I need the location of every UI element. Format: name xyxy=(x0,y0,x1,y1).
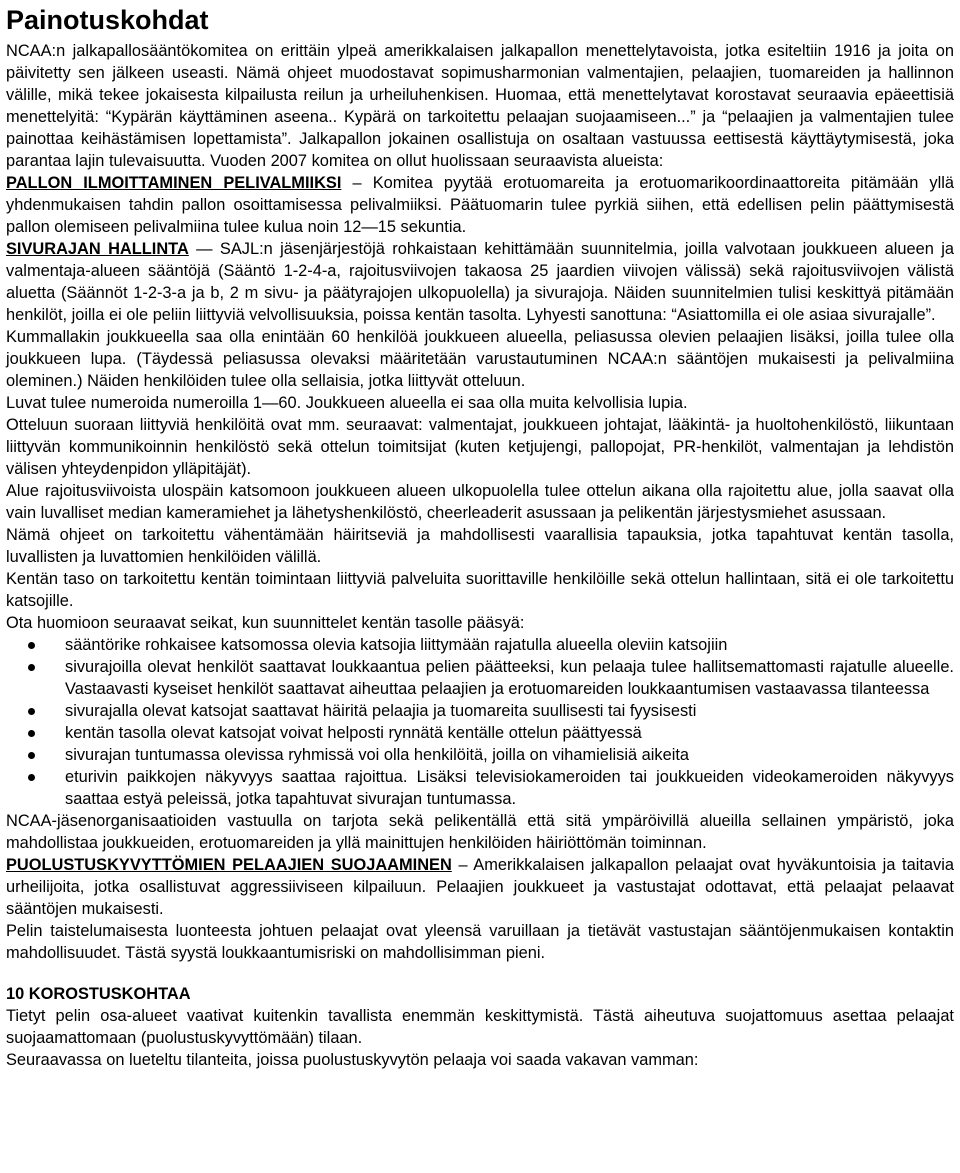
paragraph-restricted-area: Alue rajoitusviivoista ulospäin katsomoon joukkueen alueen ulkopuolella tulee ottelun aikana olla rajoitettu alue, jolla saavat olla vain luvalliset median kameramiehet ja lähetyshenkilöstö, cheerleaderit asussaan ja pelikentän järjestysmiehet asussaan. xyxy=(6,482,954,522)
paragraph-field-level: Kentän taso on tarkoitettu kentän toimintaan liittyviä palveluita suorittaville henkilöille sekä ottelun hallintaan, sitä ei ole tarkoitettu katsojille. xyxy=(6,570,954,610)
list-item xyxy=(6,722,954,744)
sideline-heading: SIVURAJAN HALLINTA xyxy=(6,240,189,258)
list-item-text: sivurajalla olevat katsojat saattavat häiritä pelaajia ja tuomareita suullisesti tai fyysisesti xyxy=(65,702,697,720)
defenseless-heading: PUOLUSTUSKYVYTTÖMIEN PELAAJIEN SUOJAAMINEN xyxy=(6,856,452,874)
paragraph-consider: Ota huomioon seuraavat seikat, kun suunnittelet kentän tasolle pääsyä: xyxy=(6,614,525,632)
list-item-text: sääntörike rohkaisee katsomossa olevia katsojia liittymään rajatulla alueella oleviin katsojiin xyxy=(65,636,728,654)
list-item-text: sivurajan tuntumassa olevissa ryhmissä voi olla henkilöitä, joilla on vihamielisiä aikeita xyxy=(65,746,690,764)
bullet-icon xyxy=(28,730,35,737)
paragraph-purpose: Nämä ohjeet on tarkoitettu vähentämään häiritseviä ja mahdollisesti vaarallisia tapauksia, jotka tapahtuvat kentän tasolla, luvallisten ja luvattomien henkilöiden välillä. xyxy=(6,526,954,566)
list-item-text: sivurajoilla olevat henkilöt saattavat loukkaantua pelien päätteeksi, kun pelaaja tulee hallitsemattomasti rajatulle alueelle. Vastaavasti kyseiset henkilöt saattavat aiheuttaa pelaajien ja erotuomareiden loukkaantumisen vastaavassa tilanteessa xyxy=(65,658,954,698)
ball-ready-text: Komitea pyytää erotuomareita ja erotuomarikoordinaattoreita pitämään yllä yhdenmukaisen tahdin pallon osoittamisessa pelivalmiiksi. Päätuomarin tulee pyrkiä siihen, että edellisen pelin päättymisestä pallon olemiseen pelivalmiina tulee kulua noin 12—15 sekuntia. xyxy=(6,174,954,236)
paragraph-team-area: Kummallakin joukkueella saa olla enintään 60 henkilöä joukkueen alueella, peliasussa olevien pelaajien lisäksi, joilla tulee olla joukkueen lupa. (Täydessä peliasussa olevaksi määritetään varustautuminen NCAA:n sääntöjen mukaisesti ja pelivalmiina oleminen.) Näiden henkilöiden tulee olla sellaisia, jotka liittyvät otteluun. xyxy=(6,328,954,390)
paragraph-related-persons: Otteluun suoraan liittyviä henkilöitä ovat mm. seuraavat: valmentajat, joukkueen johtajat, lääkintä- ja huoltohenkilöstö, liikuntaan liittyvän kommunikoinnin henkilöstö sekä ottelun toimitsijat (kuten ketjujengi, pallopojat, PR-henkilöt, valmentajan ja lehdistön välisen yhteydenpidon ylläpitäjät). xyxy=(6,416,954,478)
ball-ready-dash: – xyxy=(341,174,373,192)
bullet-icon xyxy=(28,708,35,715)
bullet-icon xyxy=(28,664,35,671)
list-item xyxy=(6,744,954,766)
list-item xyxy=(6,634,954,656)
list-item-text: kentän tasolla olevat katsojat voivat helposti rynnätä kentälle ottelun päättyessä xyxy=(65,724,642,742)
paragraph-focus-areas: Tietyt pelin osa-alueet vaativat kuitenkin tavallista enemmän keskittymistä. Tästä aiheutuva suojattomuus asettaa pelaajat suojaamattomaan (puolustuskyvyttömään) tilaan. xyxy=(6,1007,954,1047)
list-item-text: eturivin paikkojen näkyvyys saattaa rajoittua. Lisäksi televisiokameroiden tai joukkueiden videokameroiden näkyvyys saattaa estyä peleissä, jotka tapahtuvat sivurajan tuntumassa. xyxy=(65,768,954,808)
sideline-dash: — xyxy=(188,240,220,258)
ball-ready-section xyxy=(6,172,954,238)
bullet-icon xyxy=(28,642,35,649)
ball-ready-heading: PALLON ILMOITTAMINEN PELIVALMIIKSI xyxy=(6,174,342,192)
defenseless-section xyxy=(6,854,954,920)
paragraph-permits: Luvat tulee numeroida numeroilla 1—60. Joukkueen alueella ei saa olla muita kelvollisia lupia. xyxy=(6,394,688,412)
list-item xyxy=(6,766,954,810)
intro-paragraph: NCAA:n jalkapallosääntökomitea on erittäin ylpeä amerikkalaisen jalkapallon menettelytavoista, jotka esiteltiin 1916 ja joita on päivitetty sen jälkeen useasti. Nämä ohjeet muodostavat sopimusharmonian valmentajien, pelaajien, tuomareiden ja hallinnon välille, mikä tekee jokaisesta kilpailusta reilun ja urheiluhenkisen. Huomaa, että menettelytavat korostavat seuraavia epäeettisiä menettelyitä: “Kypärän käyttäminen aseena.. Kypärä on tarkoitettu pelaajan suojaamiseen...” ja “pelaajien ja valmentajien tulee painottaa keihästämisen lopettamista”. Jalkapallon jokainen osallistuja on osaltaan vastuussa eettisestä käyttäytymisestä, joka parantaa lajin tulevaisuutta. Vuoden 2007 komitea on ollut huolissaan seuraavista alueista: xyxy=(6,42,954,170)
defenseless-dash: – xyxy=(451,856,474,874)
paragraph-situations: Seuraavassa on lueteltu tilanteita, joissa puolustuskyvytön pelaaja voi saada vakavan vamman: xyxy=(6,1051,699,1069)
defenseless-text: Amerikkalaisen jalkapallon pelaajat ovat hyväkuntoisia ja taitavia urheilijoita, jotka osallistuvat aggressiiviseen kilpailuun. Pelaajien joukkueet ja vastustajat odottavat, että pelaajat pelaavat sääntöjen mukaisesti. xyxy=(6,856,954,918)
paragraph-contact-risk: Pelin taistelumaisesta luonteesta johtuen pelaajat ovat yleensä varuillaan ja tietävät vastustajan sääntöjenmukaisen kontaktin mahdollisuudet. Tästä syystä loukkaantumisriski on mahdollisimman pieni. xyxy=(6,922,954,962)
list-item xyxy=(6,700,954,722)
considerations-list xyxy=(6,634,954,810)
paragraph-ncaa-responsibility: NCAA-jäsenorganisaatioiden vastuulla on tarjota sekä pelikentällä että sitä ympäröivillä alueilla sellainen ympäristö, joka mahdollistaa joukkueiden, erotuomareiden ja yllä mainittujen henkilöiden häiriöttömän toiminnan. xyxy=(6,812,954,852)
page-title: Painotuskohdat xyxy=(6,5,209,35)
bullet-icon xyxy=(28,774,35,781)
sideline-section xyxy=(6,238,954,326)
list-item xyxy=(6,656,954,700)
bullet-icon xyxy=(28,752,35,759)
section-heading-10-points: 10 KOROSTUSKOHTAA xyxy=(6,985,191,1003)
sideline-text: SAJL:n jäsenjärjestöjä rohkaistaan kehittämään suunnitelmia, joilla valvotaan joukkueen alueen ja valmentaja-alueen sääntöjä (Sääntö 1-2-4-a, rajoitusviivojen takaosa 25 jaardien viivojen välissä) sekä rajoitusviivojen välistä aluetta (Säännöt 1-2-3-a ja b, 2 m sivu- ja päätyrajojen ulkopuolella) ja sivurajoja. Näiden suunnitelmien tulisi keskittyä pitämään henkilöt, joilla ei ole peliin liittyviä velvollisuuksia, poissa kentän tasolta. Lyhyesti sanottuna: “Asiattomilla ei ole asiaa sivurajalle”. xyxy=(6,240,954,324)
